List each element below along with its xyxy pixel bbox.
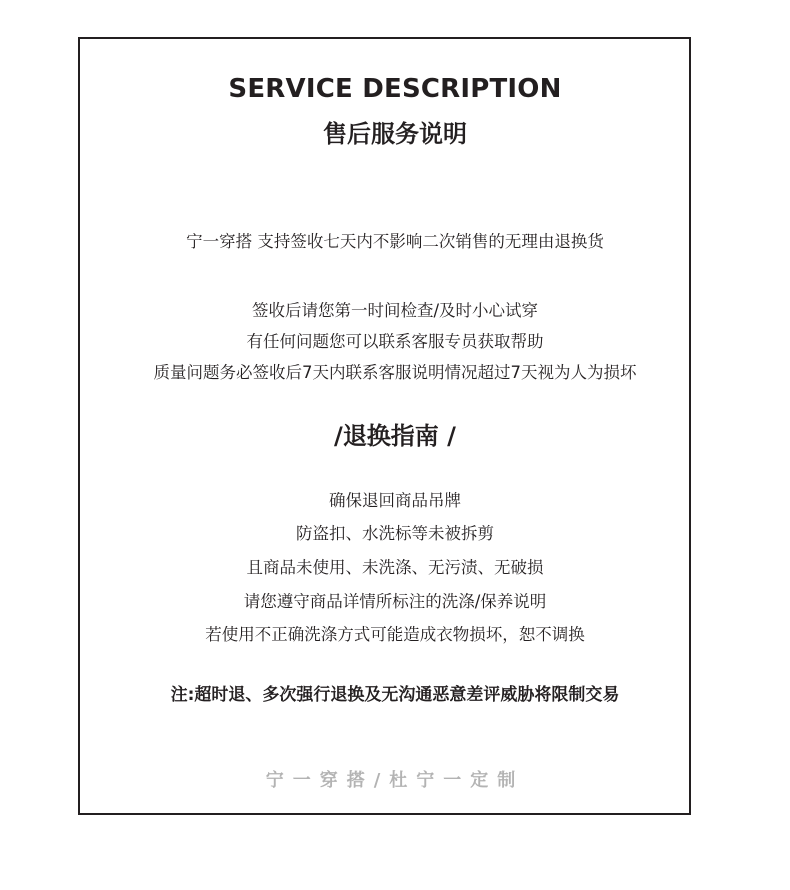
guide-line: 若使用不正确洗涤方式可能造成衣物损坏，恕不调换	[205, 625, 585, 644]
footer-brand: 宁一穿搭/杜宁一定制	[265, 770, 525, 791]
warning-note: 注:超时退、多次强行退换及无沟通恶意差评威胁将限制交易	[170, 685, 620, 705]
title-chinese: 售后服务说明	[323, 120, 467, 148]
guide-line: 请您遵守商品详情所标注的洗涤/保养说明	[243, 592, 547, 611]
guide-line: 防盗扣、水洗标等未被拆剪	[296, 524, 494, 543]
intro-text: 宁一穿搭 支持签收七天内不影响二次销售的无理由退换货	[186, 232, 604, 251]
guide-line: 确保退回商品吊牌	[329, 491, 461, 510]
policy-line: 有任何问题您可以联系客服专员获取帮助	[246, 332, 544, 351]
title-english: SERVICE DESCRIPTION	[228, 74, 562, 104]
guide-line: 且商品未使用、未洗涤、无污渍、无破损	[246, 558, 544, 577]
policy-line: 签收后请您第一时间检查/及时小心试穿	[251, 301, 539, 320]
policy-line: 质量问题务必签收后7天内联系客服说明情况超过7天视为人为损坏	[153, 363, 637, 382]
guide-title: /退换指南 /	[334, 422, 456, 450]
